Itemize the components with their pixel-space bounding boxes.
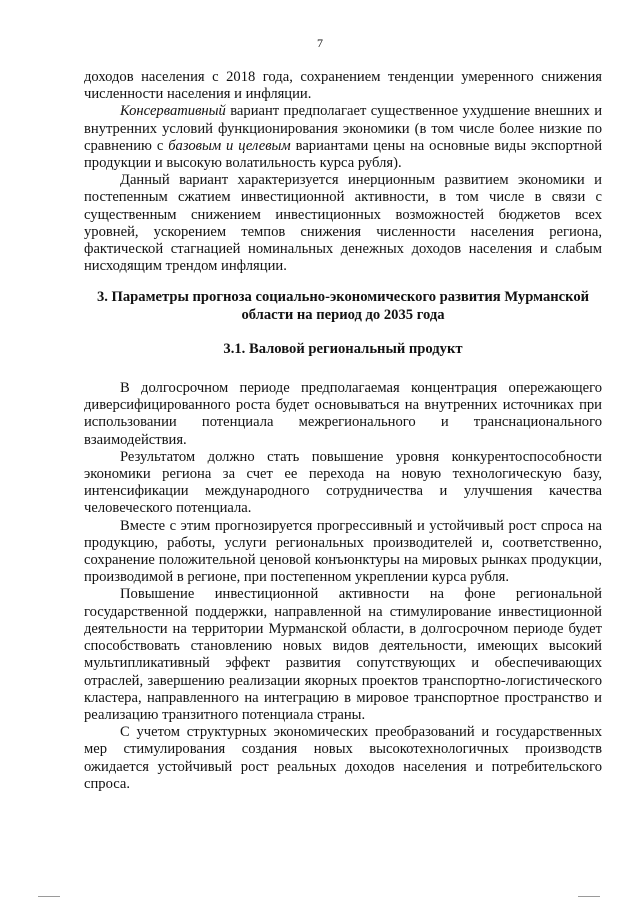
scan-mark	[38, 896, 60, 897]
term-base-target: базовым и целевым	[168, 137, 291, 154]
scan-mark	[578, 896, 600, 897]
paragraph-competitiveness: Результатом должно стать повышение уровня конкурентоспособности экономики региона за счет ее перехода на новую технологическую базу, интенсификации международного сотрудничества и улучшения качества человеческого потенциала.	[84, 448, 602, 517]
text-segment: вариант предполагает существенное ухудшение внешних и внутренних условий функционирования экономики (в том числе более низкие по сравнению с	[84, 103, 602, 154]
term-conservative: Консервативный	[120, 103, 226, 120]
section-heading: 3. Параметры прогноза социально-экономического развития Мурманской области на период до 2035 года	[96, 289, 590, 323]
paragraph-income-continuation: доходов населения с 2018 года, сохранением тенденции умеренного снижения численности населения и инфляции.	[84, 69, 602, 103]
subsection-heading: 3.1. Валовой региональный продукт	[223, 340, 463, 357]
paragraph-inertial-development: Данный вариант характеризуется инерционным развитием экономики и постепенным сжатием инвестиционной активности, в том числе в связи с существенным снижением инвестиционных возможностей бюджетов всех уровней, ускорением темпов снижения численности населения региона, фактической стагнацией номинальных денежных доходов населения и слабым нисходящим трендом инфляции.	[84, 172, 602, 275]
paragraph-income-growth: С учетом структурных экономических преобразований и государственных мер стимулирования создания новых высокотехнологичных производств ожидается устойчивый рост реальных доходов населения и потребительского спроса.	[84, 724, 602, 792]
paragraph-demand-growth: Вместе с этим прогнозируется прогрессивный и устойчивый рост спроса на продукцию, работы, услуги региональных производителей и, соответственно, сохранение положительной ценовой конъюнктуры на мировых рынках продукции, производимой в регионе, при постепенном укреплении курса рубля.	[84, 517, 602, 586]
paragraph-growth-concentration: В долгосрочном периоде предполагаемая концентрация опережающего диверсифицированного роста будет основываться на внутренних источниках при использовании потенциала межрегионального и транснационального взаимодействия.	[84, 380, 602, 448]
text-segment: вариантами цены на основные виды экспортной продукции и высокую волатильность курса рубля).	[84, 137, 602, 172]
paragraph-conservative-variant	[84, 103, 602, 172]
paragraph-investment-activity: Повышение инвестиционной активности на фоне региональной государственной поддержки, направленной на стимулирование инвестиционной деятельности на территории Мурманской области, в долгосрочном периоде будет способствовать становлению новых видов деятельности, имеющих высокий мультипликативный эффект развития сопутствующих и обеспечивающих отраслей, завершению реализации якорных проектов транспортно-логистического кластера, направленного на интеграцию в мировое транспортное пространство и реализацию транзитного потенциала страны.	[84, 586, 602, 723]
page-number: 7	[317, 36, 323, 50]
document-body	[84, 69, 602, 793]
